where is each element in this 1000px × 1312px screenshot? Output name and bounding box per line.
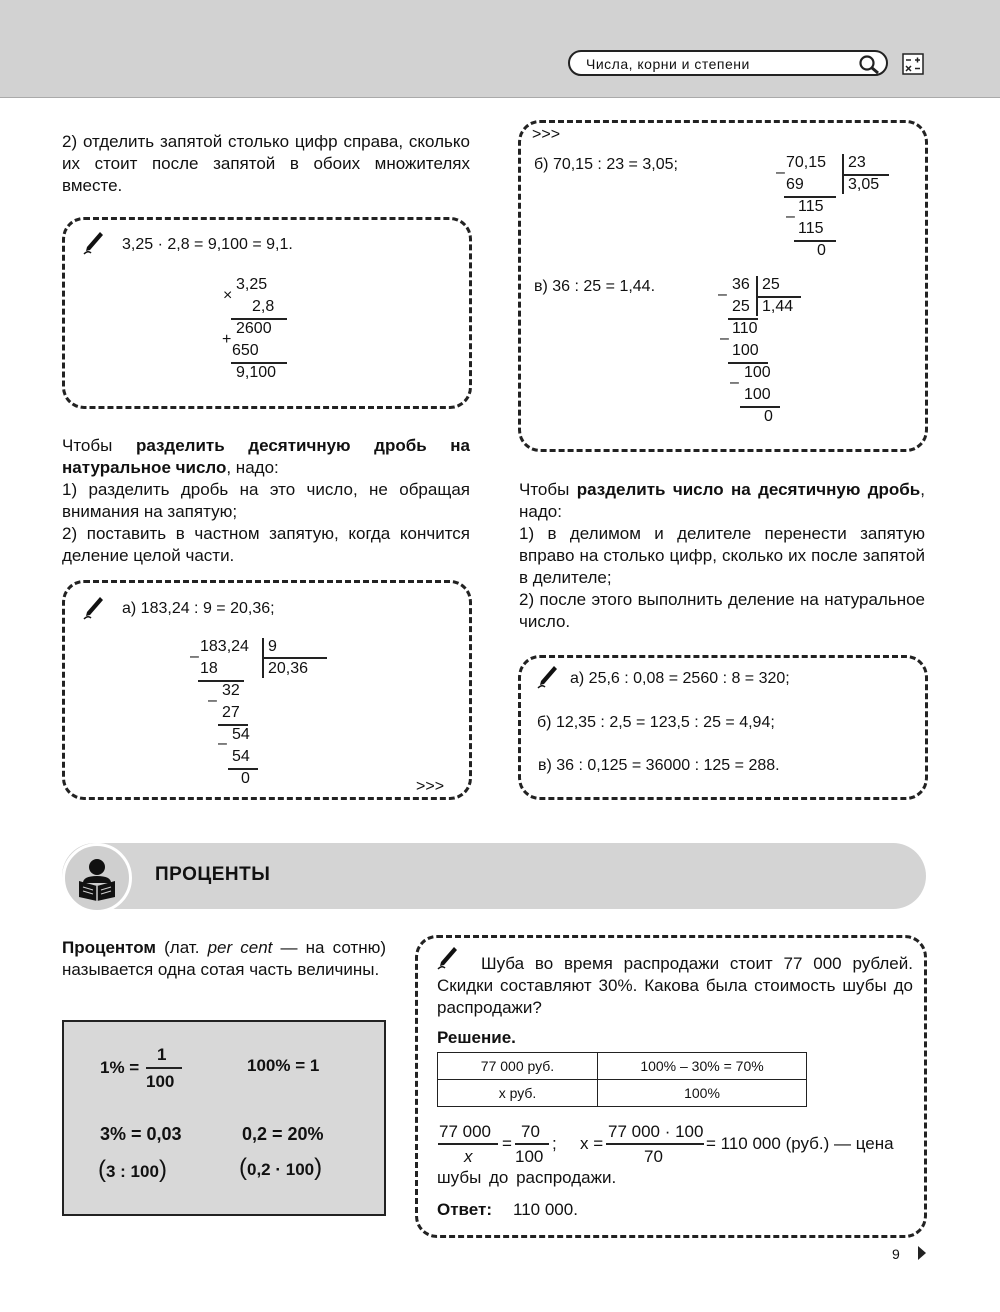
section-title: ПРОЦЕНТЫ	[155, 864, 271, 885]
minus-sign: –	[208, 692, 217, 709]
rule-divide-by-decimal-step-2: 2) после этого выполнить деление на натуральное число.	[519, 590, 925, 631]
answer-value: 110 000.	[513, 1200, 578, 1219]
division-step: 25	[732, 298, 750, 315]
divisor: 9	[268, 638, 277, 655]
page-number: 9	[892, 1246, 900, 1262]
rule-divide-decimal-by-natural: Чтобы разделить десятичную дробь на натуральное число, надо:	[62, 436, 470, 477]
calc-denominator: 70	[644, 1147, 663, 1166]
plus-sign: +	[222, 331, 232, 348]
fraction-bar	[606, 1143, 704, 1145]
table-cell: 77 000 руб.	[438, 1053, 598, 1080]
page-header	[0, 0, 1000, 98]
solution-table	[437, 1052, 807, 1107]
minus-sign: –	[718, 286, 727, 303]
calculator-icon	[902, 53, 924, 75]
rule-divide-by-decimal: Чтобы разделить число на десятичную дробь, надо:	[519, 480, 925, 521]
division-step: 115	[798, 198, 824, 215]
times-sign: ×	[223, 287, 233, 304]
division-step: 18	[200, 660, 218, 677]
formula-3-note: (3 : 100)	[98, 1156, 167, 1183]
minus-sign: –	[720, 330, 729, 347]
table-cell: 100%	[598, 1080, 807, 1107]
minus-sign: –	[730, 374, 739, 391]
division-step: 100	[744, 386, 771, 403]
continue-arrows: >>>	[416, 778, 445, 795]
rule-multiplication-step-2: 2) отделить запятой столько цифр справа, сколько их стоит после запятой в обоих множителях вместе.	[62, 132, 470, 195]
quotient: 1,44	[762, 298, 794, 315]
percent-formulas-box	[62, 1020, 386, 1216]
minus-sign: –	[786, 208, 795, 225]
calc-result-line-2: шубы до распродажи.	[437, 1168, 617, 1187]
calc-numerator: 77 000 · 100	[608, 1122, 704, 1141]
table-row	[438, 1080, 807, 1107]
formula-4: 0,2 = 20%	[242, 1124, 324, 1144]
division-step: 0	[817, 242, 826, 259]
division-step: 27	[222, 704, 240, 721]
division-step: 54	[232, 748, 250, 765]
rule-line	[794, 240, 836, 242]
divisor: 25	[762, 276, 780, 293]
division-step: 0	[241, 770, 250, 787]
decimal-division-example-a: а) 25,6 : 0,08 = 2560 : 8 = 320;	[570, 670, 790, 687]
minus-sign: –	[776, 164, 785, 181]
table-cell: 100% – 30% = 70%	[598, 1053, 807, 1080]
rule-divide-by-decimal-step-1: 1) в делимом и делителе перенести запятую вправо на столько цифр, сколько их после запятой в делителе;	[519, 524, 925, 587]
rule-line	[263, 657, 327, 659]
dividend: 183,24	[200, 638, 249, 655]
fraction-bar	[146, 1067, 182, 1069]
multiplier: 2,8	[252, 298, 275, 315]
division-step: 0	[764, 408, 773, 425]
proportion-denominator-2: 100	[515, 1147, 544, 1166]
problem-text: Шуба во время распродажи стоит 77 000 рублей. Скидки составляют 30%. Какова была стоимость шубы до распродажи?	[437, 954, 913, 1017]
division-equation-b: б) 70,15 : 23 = 3,05;	[534, 156, 678, 173]
partial-product-2: 650	[232, 342, 259, 359]
formula-3: 3% = 0,03	[100, 1124, 182, 1144]
search-icon[interactable]	[858, 54, 880, 74]
multiplicand: 3,25	[236, 276, 268, 293]
division-step: 100	[732, 342, 759, 359]
section-icon-circle	[62, 843, 132, 913]
minus-sign: –	[190, 648, 199, 665]
division-step: 110	[732, 320, 758, 337]
search-text: Числа, корни и степени	[586, 56, 750, 72]
dividend: 70,15	[786, 154, 827, 171]
division-step: 54	[232, 726, 250, 743]
table-row	[438, 1053, 807, 1080]
product-result: 9,100	[236, 364, 277, 381]
decimal-division-example-v: в) 36 : 0,125 = 36000 : 125 = 288.	[538, 757, 780, 774]
semicolon: ;	[552, 1134, 557, 1153]
division-step: 115	[798, 220, 824, 237]
division-equation-a: а) 183,24 : 9 = 20,36;	[122, 600, 275, 617]
divisor: 23	[848, 154, 866, 171]
proportion-numerator-2: 70	[521, 1122, 540, 1141]
table-cell: x руб.	[438, 1080, 598, 1107]
division-step: 69	[786, 176, 804, 193]
next-page-arrow-icon[interactable]	[918, 1246, 926, 1260]
pen-icon	[82, 230, 104, 256]
calc-result: = 110 000 (руб.) — цена	[706, 1134, 894, 1153]
multiplication-equation: 3,25 · 2,8 = 9,100 = 9,1.	[122, 236, 293, 253]
pen-icon	[536, 664, 558, 690]
fraction-bar	[438, 1143, 498, 1145]
dividend: 36	[732, 276, 750, 293]
rule-divide-step-1: 1) разделить дробь на это число, не обращая внимания на запятую;	[62, 480, 470, 521]
division-equation-v: в) 36 : 25 = 1,44.	[534, 278, 656, 295]
division-step: 32	[222, 682, 240, 699]
fraction-bar	[515, 1143, 549, 1145]
formula-1-left: 1% =	[100, 1058, 140, 1077]
reader-icon	[74, 855, 120, 901]
topic-search-field[interactable]	[568, 50, 888, 76]
formula-4-note: (0,2 · 100)	[239, 1154, 323, 1181]
quotient: 3,05	[848, 176, 880, 193]
division-step: 100	[744, 364, 771, 381]
partial-product-1: 2600	[236, 320, 272, 337]
percent-definition: Процентом (лат. per cent — на сотню) называется одна сотая часть величины.	[62, 938, 387, 979]
answer-label: Ответ:	[437, 1200, 492, 1219]
x-equals: x =	[580, 1134, 604, 1153]
formula-1-denominator: 100	[146, 1072, 175, 1091]
formula-2: 100% = 1	[247, 1056, 320, 1075]
continue-arrows: >>>	[532, 126, 561, 143]
pen-icon	[82, 595, 104, 621]
proportion-numerator-1: 77 000	[439, 1122, 491, 1141]
decimal-division-example-b: б) 12,35 : 2,5 = 123,5 : 25 = 4,94;	[537, 714, 775, 731]
formula-1-numerator: 1	[157, 1045, 167, 1064]
equals-sign: =	[502, 1134, 512, 1153]
solution-label: Решение.	[437, 1028, 516, 1047]
rule-line	[740, 406, 780, 408]
quotient: 20,36	[268, 660, 309, 677]
rule-divide-step-2: 2) поставить в частном запятую, когда кончится деление целой части.	[62, 524, 470, 565]
proportion-denominator-1: x	[464, 1147, 473, 1166]
minus-sign: –	[218, 735, 227, 752]
